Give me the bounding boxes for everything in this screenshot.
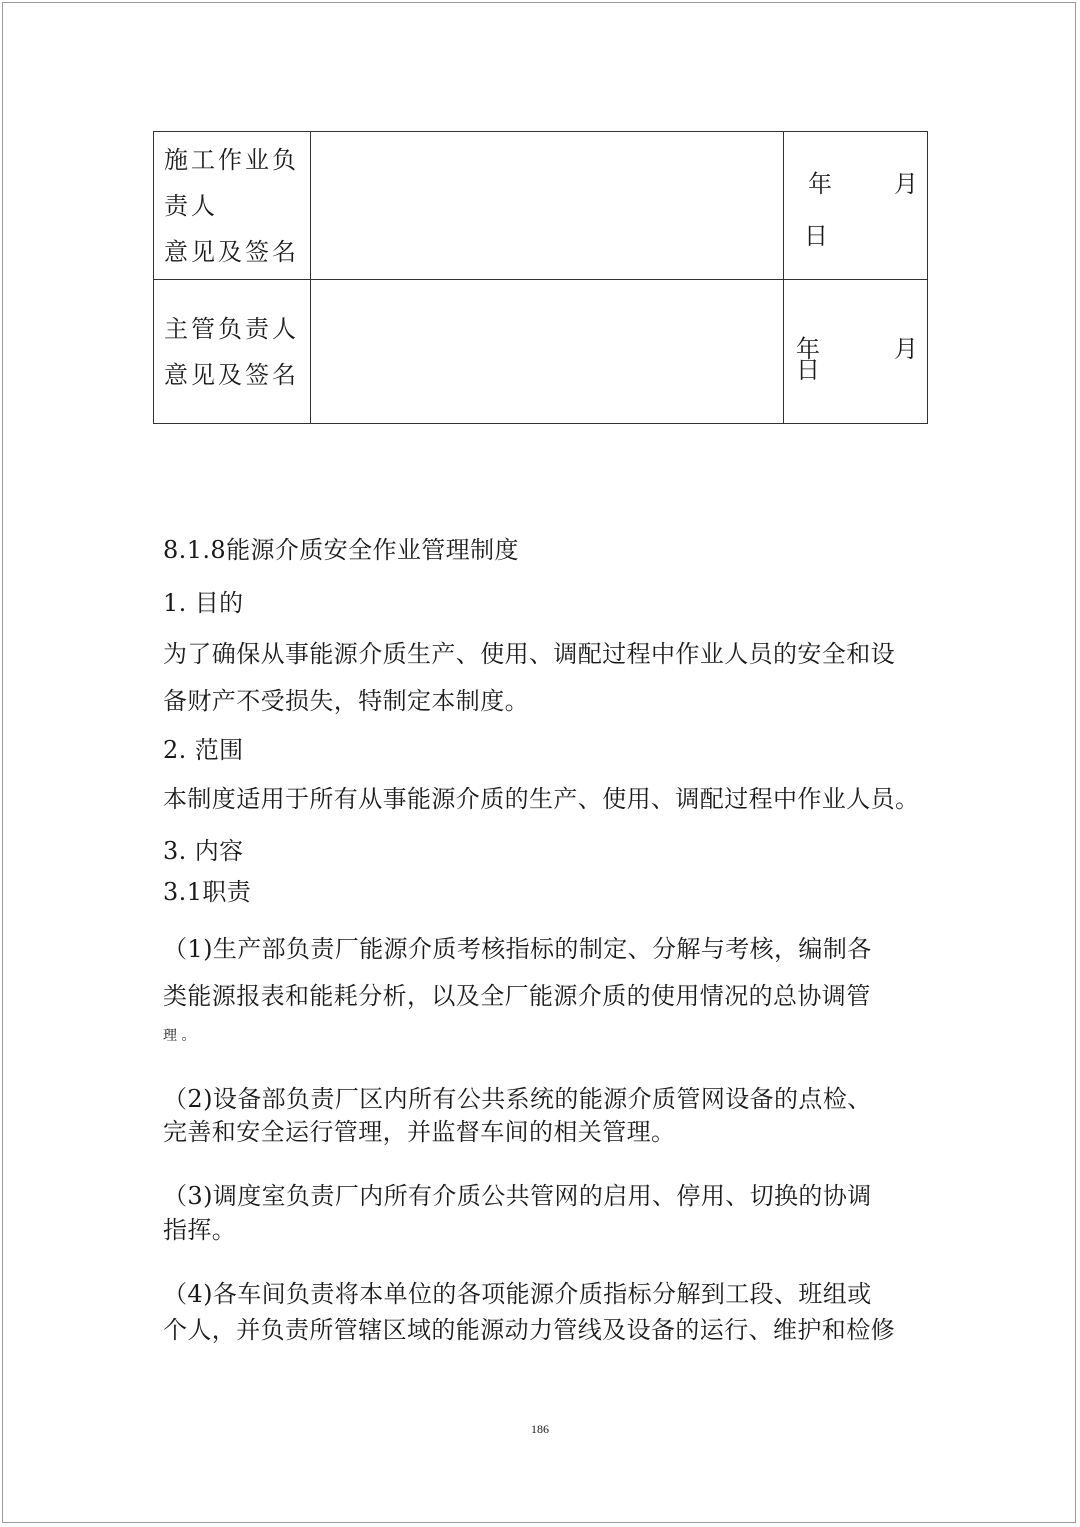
purpose-heading: 1. 目的 (163, 589, 244, 617)
date-year-label: 年 (808, 170, 832, 198)
row-label-line: 责人 (164, 191, 218, 220)
duty-item-line: 指挥。 (163, 1216, 237, 1244)
duty-item-line: 类能源报表和能耗分析，以及全厂能源介质的使用情况的总协调管 (163, 982, 871, 1010)
duty-item-line: （4)各车间负责将本单位的各项能源介质指标分解到工段、班组或 (163, 1280, 872, 1308)
date-year-label: 年 (796, 335, 820, 363)
table-row (154, 132, 928, 280)
scope-paragraph: 本制度适用于所有从事能源介质的生产、使用、调配过程中作业人员。 (163, 785, 920, 813)
row-label-line: 意见及签名 (164, 360, 299, 389)
row-label (154, 280, 311, 424)
purpose-paragraph-line: 为了确保从事能源介质生产、使用、调配过程中作业人员的安全和设 (163, 640, 895, 668)
content-heading: 3. 内容 (163, 837, 244, 865)
date-month-label: 月 (894, 335, 918, 363)
scope-heading: 2. 范围 (163, 736, 244, 764)
purpose-paragraph-line: 备财产不受损失，特制定本制度。 (163, 687, 529, 715)
duty-item-line: 理 。 (163, 1028, 196, 1044)
section-heading: 8.1.8能源介质安全作业管理制度 (163, 536, 519, 564)
opinion-field[interactable] (311, 132, 784, 280)
date-day-label: 日 (796, 356, 820, 384)
duty-item-line: （1)生产部负责厂能源介质考核指标的制定、分解与考核，编制各 (163, 935, 872, 963)
opinion-field[interactable] (311, 280, 784, 424)
table-row (154, 280, 928, 424)
date-cell[interactable] (784, 280, 928, 424)
duties-heading: 3.1职责 (163, 878, 252, 906)
row-label-line: 施工作业负 (164, 145, 299, 174)
duty-item-line: 完善和安全运行管理，并监督车间的相关管理。 (163, 1118, 676, 1146)
date-month-label: 月 (894, 170, 918, 198)
page-number: 186 (531, 1422, 549, 1436)
date-day-label: 日 (804, 222, 828, 250)
date-cell[interactable] (784, 132, 928, 280)
duty-item-line: 个人，并负责所管辖区域的能源动力管线及设备的运行、维护和检修 (163, 1316, 895, 1344)
duty-item-line: （3)调度室负责厂内所有介质公共管网的启用、停用、切换的协调 (163, 1182, 872, 1210)
row-label-line: 主管负责人 (164, 314, 299, 343)
row-label (154, 132, 311, 280)
duty-item-line: （2)设备部负责厂区内所有公共系统的能源介质管网设备的点检、 (163, 1085, 872, 1113)
signature-table (153, 131, 928, 424)
row-label-line: 意见及签名 (164, 237, 299, 266)
